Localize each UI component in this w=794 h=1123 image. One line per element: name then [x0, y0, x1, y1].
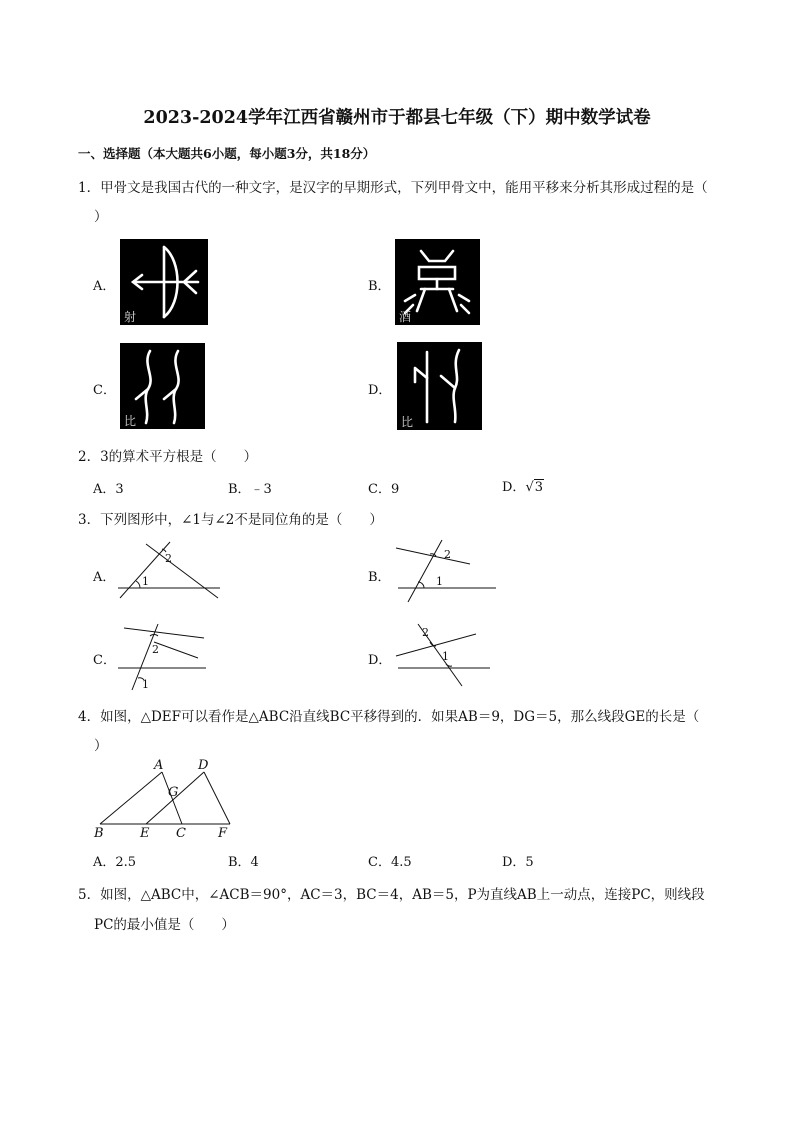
q3-option-d-label: D． — [368, 653, 392, 668]
q3d-angle-2: 2 — [422, 626, 429, 639]
q4-label-b: B — [94, 826, 104, 841]
q1-option-b-label: B． — [368, 279, 391, 294]
q4-label-e: E — [140, 826, 150, 841]
question-4-stem-cont: ） — [94, 738, 108, 754]
q4-label-g: G — [168, 785, 179, 800]
q4-label-f: F — [218, 826, 228, 841]
q4-option-b: B．4 — [228, 855, 259, 870]
page-title: 2023-2024学年江西省赣州市于都县七年级（下）期中数学试卷 — [143, 108, 651, 128]
question-3-stem: 3．下列图形中，∠1与∠2不是同位角的是（ ） — [78, 512, 383, 528]
q3b-angle-1: 1 — [436, 575, 443, 588]
q1-option-b-oracle-image — [395, 239, 480, 325]
q1-option-b-caption: 酒 — [399, 310, 412, 324]
section-heading: 一、选择题（本大题共6小题，每小题3分，共18分） — [78, 146, 376, 161]
q4-label-d: D — [198, 758, 209, 773]
question-1-stem-cont: ） — [94, 209, 108, 225]
q1-option-d-oracle-image — [397, 342, 482, 430]
q1-option-c-label: C． — [93, 383, 116, 398]
q3-option-c-label: C． — [93, 653, 116, 668]
q3c-angle-1: 1 — [142, 678, 149, 691]
question-5-stem: 5．如图，△ABC中，∠ACB＝90°，AC＝3，BC＝4，AB＝5，P为直线AB上一动点，连接PC，则线段 — [78, 887, 705, 903]
q3-option-a-label: A． — [93, 570, 116, 585]
q4-option-d: D．5 — [502, 855, 534, 870]
q1-option-d-caption: 比 — [401, 415, 414, 429]
q3-option-b-figure — [392, 538, 502, 604]
q2-option-a: A．3 — [93, 482, 124, 497]
question-5-stem-cont: PC的最小值是（ ） — [94, 917, 235, 933]
q1-option-c-caption: 比 — [124, 414, 137, 428]
q2-option-d — [502, 476, 544, 495]
q4-label-c: C — [176, 826, 186, 841]
q3-option-a-figure — [114, 538, 224, 602]
q1-option-a-oracle-image — [120, 239, 208, 325]
q3a-angle-2: 2 — [165, 552, 172, 565]
q3c-angle-2: 2 — [152, 643, 159, 656]
question-2-stem: 2．3的算术平方根是（ ） — [78, 449, 258, 465]
q3d-angle-1: 1 — [442, 650, 449, 663]
q2-option-d-prefix: D． — [502, 480, 526, 495]
q1-option-d-label: D． — [368, 383, 392, 398]
q2-option-d-radicand: 3 — [534, 480, 544, 495]
q3-option-c-figure — [114, 622, 214, 692]
q4-option-a: A．2.5 — [93, 855, 137, 870]
q3b-angle-2: 2 — [444, 548, 451, 561]
q1-option-c-oracle-image — [120, 343, 205, 429]
q4-option-c: C．4.5 — [368, 855, 412, 870]
q2-option-b: B．﹣3 — [228, 482, 272, 497]
q3-option-b-label: B． — [368, 570, 391, 585]
q1-option-a-caption: 射 — [124, 310, 137, 324]
question-1-stem: 1．甲骨文是我国古代的一种文字，是汉字的早期形式，下列甲骨文中，能用平移来分析其形成过程的是（ — [78, 180, 708, 196]
q1-option-a-label: A． — [93, 279, 116, 294]
q4-figure — [90, 758, 240, 842]
q3a-angle-1: 1 — [142, 575, 149, 588]
q4-label-a: A — [154, 758, 164, 773]
question-4-stem: 4．如图，△DEF可以看作是△ABC沿直线BC平移得到的．如果AB＝9，DG＝5，那么线段GE的长是（ — [78, 709, 700, 725]
q2-option-c: C．9 — [368, 482, 400, 497]
q3-option-d-figure — [392, 620, 496, 688]
sqrt-symbol: √3 — [525, 480, 544, 495]
